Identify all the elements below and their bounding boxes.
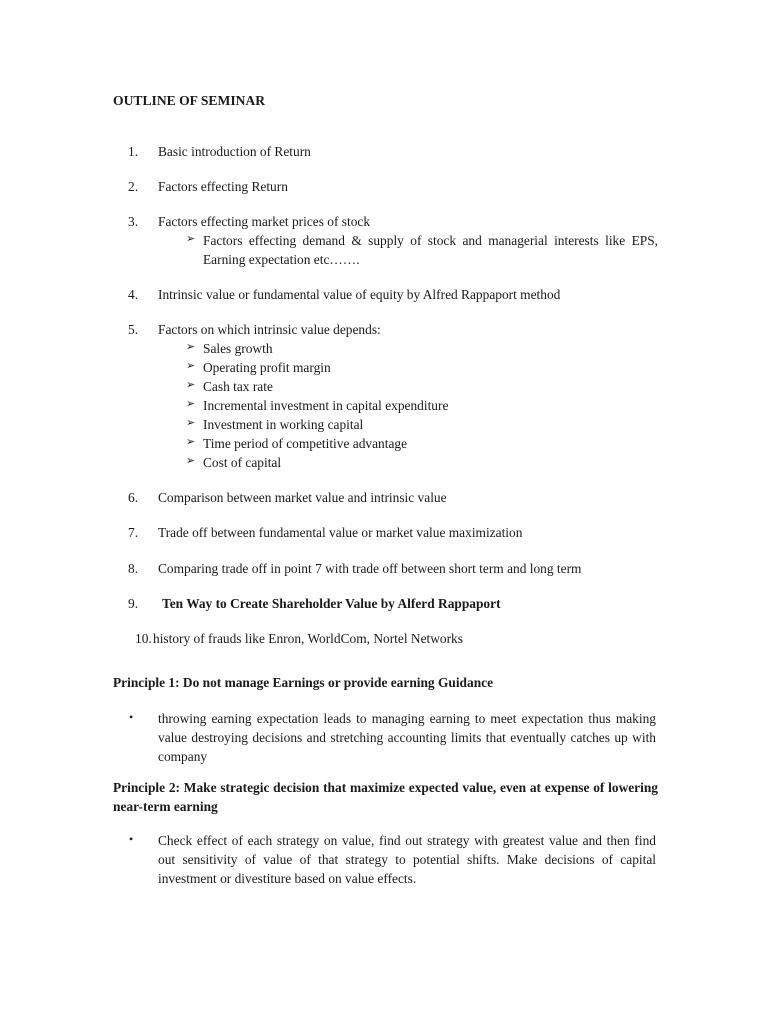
item-number: 4. [128, 287, 139, 303]
arrow-bullet-icon: ➢ [186, 233, 196, 246]
item-text: Basic introduction of Return [158, 144, 311, 159]
item-text: Factors effecting Return [158, 179, 288, 195]
principle-bullet [129, 831, 656, 888]
sub-list-item [186, 339, 658, 358]
bullet-text: throwing earning expectation leads to managing earning to meet expectation thus making value destroying decisions and stretching accounting limits that eventually catches up with company [158, 711, 656, 765]
item-number: 8. [128, 560, 139, 576]
arrow-bullet-icon: ➢ [186, 417, 196, 430]
arrow-bullet-icon: ➢ [186, 436, 196, 449]
item-number: 7. [128, 525, 139, 541]
item-number: 1. [128, 144, 139, 159]
sub-list-item [186, 434, 658, 453]
list-item [113, 285, 658, 304]
item-text: Factors on which intrinsic value depends: [158, 322, 381, 338]
item-text: Comparison between market value and intrinsic value [158, 490, 447, 506]
item-text: Factors effecting market prices of stock [158, 214, 371, 230]
list-item [113, 320, 658, 472]
sub-list [158, 231, 658, 269]
sub-list-item [186, 415, 658, 434]
sub-item-text: Cash tax rate [203, 379, 273, 395]
sub-list-item [186, 453, 658, 472]
item-text: Trade off between fundamental value or market value maximization [158, 525, 523, 541]
item-number: 10. [135, 630, 152, 646]
arrow-bullet-icon: ➢ [186, 379, 196, 392]
item-text: Comparing trade off in point 7 with trade off between short term and long term [158, 560, 582, 576]
arrow-bullet-icon: ➢ [186, 455, 196, 468]
item-number: 9. [128, 595, 139, 611]
principle-heading: Principle 1: Do not manage Earnings or provide earning Guidance [113, 675, 494, 690]
list-item [113, 212, 658, 269]
list-item [113, 142, 658, 161]
item-text: history of frauds like Enron, WorldCom, Nortel Networks [153, 630, 463, 646]
sub-item-text: Cost of capital [203, 455, 282, 471]
sub-list-item [186, 231, 658, 269]
item-number: 5. [128, 322, 139, 338]
principle-heading: Principle 2: Make strategic decision that maximize expected value, even at expense of lowering near-term earning [113, 780, 658, 815]
sub-item-text: Operating profit margin [203, 360, 331, 376]
list-item [113, 488, 658, 507]
sub-item-text: Factors effecting demand & supply of stock and managerial interests like EPS, Earning expectation etc……. [203, 233, 658, 268]
seminar-outline-list [113, 142, 658, 664]
item-number: 3. [128, 214, 139, 230]
list-item [113, 177, 658, 196]
item-text: Ten Way to Create Shareholder Value by Alferd Rappaport [162, 595, 501, 611]
bullet-text: Check effect of each strategy on value, find out strategy with greatest value and then find out sensitivity of value of that strategy to potential shifts. Make decisions of capital investment or divestiture based on value effects. [158, 833, 656, 887]
sub-item-text: Investment in working capital [203, 417, 364, 433]
item-text: Intrinsic value or fundamental value of equity by Alfred Rappaport method [158, 287, 561, 303]
sub-list-item [186, 358, 658, 377]
sub-item-text: Sales growth [203, 341, 273, 357]
sub-item-text: Time period of competitive advantage [203, 436, 408, 452]
bullet-dot-icon: • [129, 710, 134, 724]
sub-list-item [186, 396, 658, 415]
list-item [113, 559, 658, 578]
list-item [113, 629, 658, 648]
arrow-bullet-icon: ➢ [186, 360, 196, 373]
item-number: 6. [128, 490, 139, 506]
sub-list [158, 339, 658, 472]
item-number: 2. [128, 179, 139, 195]
arrow-bullet-icon: ➢ [186, 398, 196, 411]
sub-list-item [186, 377, 658, 396]
sub-item-text: Incremental investment in capital expenditure [203, 398, 449, 414]
list-item [113, 523, 658, 542]
bullet-dot-icon: • [129, 832, 134, 846]
arrow-bullet-icon: ➢ [186, 341, 196, 354]
document-title: OUTLINE OF SEMINAR [113, 93, 266, 108]
list-item [113, 594, 658, 613]
principle-bullet [129, 709, 656, 766]
